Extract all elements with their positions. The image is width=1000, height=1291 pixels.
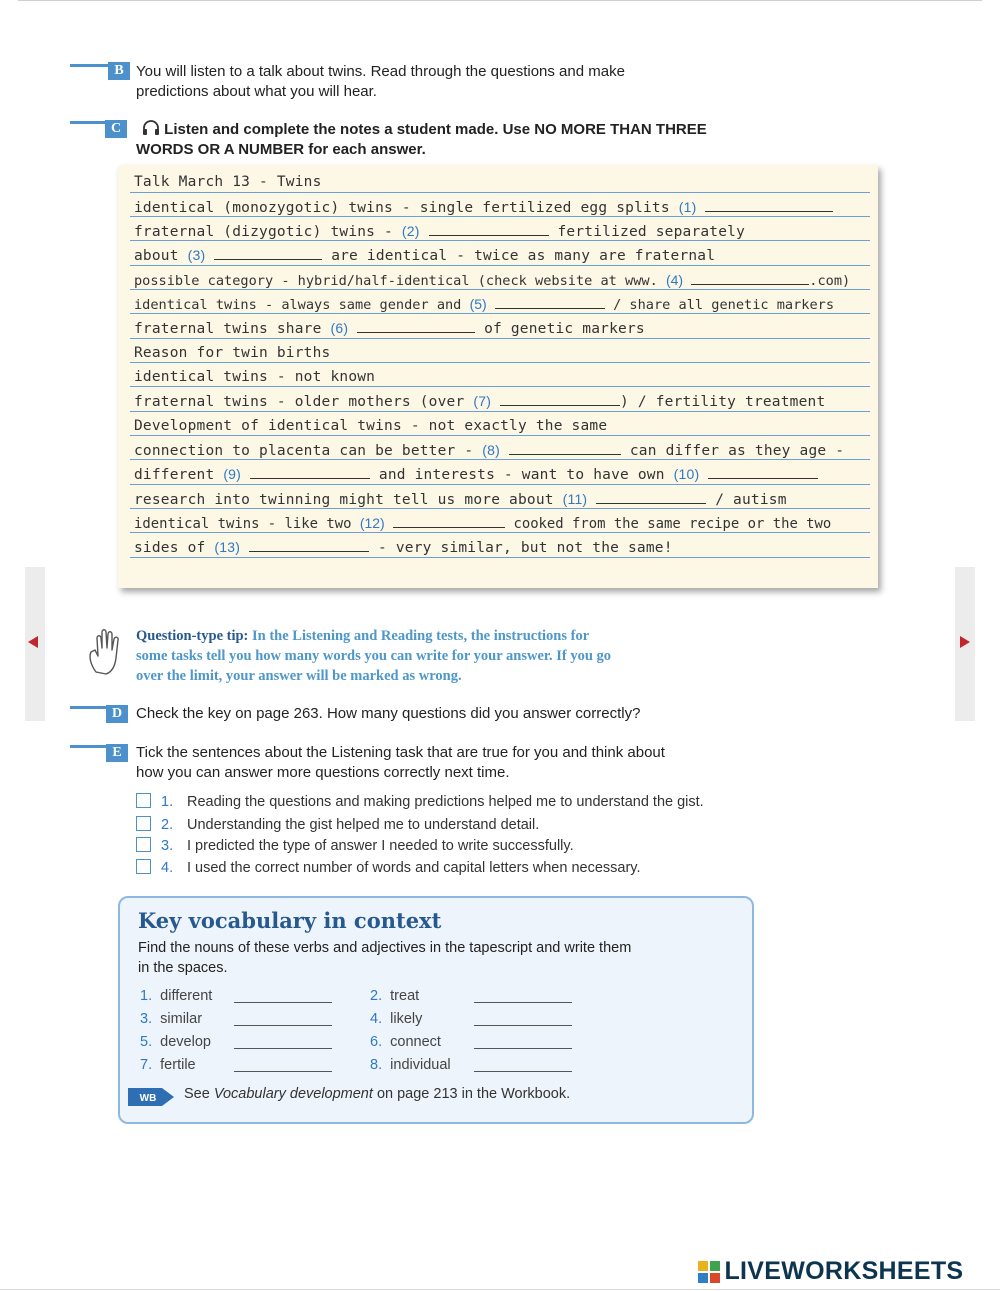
answer-number-7: (7): [473, 393, 492, 409]
notes-text: - very similar, but not the same!: [377, 540, 673, 556]
workbook-badge-label: WB: [139, 1093, 157, 1104]
notes-row-7: Reason for twin births: [134, 345, 331, 361]
answer-blank-12[interactable]: [393, 515, 505, 528]
student-notes: [118, 165, 878, 588]
notes-row-3: [134, 247, 870, 271]
vocab-number: 5.: [140, 1034, 153, 1050]
vocab-number: 4.: [370, 1011, 383, 1027]
tip-line1: [136, 626, 746, 646]
vocab-word: develop: [160, 1034, 211, 1050]
notes-text: fraternal twins share: [134, 321, 322, 337]
question-type-tip: [136, 626, 746, 686]
section-b-line2: predictions about what you will hear.: [136, 83, 377, 100]
checklist-text: Reading the questions and making predictions helped me to understand the gist.: [187, 794, 704, 810]
section-c-line1-text: Listen and complete the notes a student made. Use NO MORE THAN THREE: [164, 121, 707, 138]
wb-text-post: on page 213 in the Workbook.: [376, 1086, 571, 1102]
tip-line1-text: In the Listening and Reading tests, the instructions for: [252, 628, 590, 644]
next-arrow-icon[interactable]: [960, 636, 970, 648]
checklist-number: 2.: [161, 817, 174, 833]
notes-text: fertilized separately: [557, 224, 746, 240]
vocab-word-2: [370, 986, 419, 1006]
vocab-number: 1.: [140, 988, 153, 1004]
checklist-text: I used the correct number of words and capital letters when necessary.: [187, 860, 641, 876]
section-c-badge: C: [105, 120, 127, 138]
checklist-number: 3.: [161, 838, 174, 854]
tip-label: Question-type tip:: [136, 628, 249, 644]
answer-number-5: (5): [469, 296, 487, 312]
notes-text: and interests - want to have own: [378, 467, 665, 483]
notes-text: connection to placenta can be better -: [134, 443, 474, 459]
answer-blank-8[interactable]: [509, 442, 621, 455]
answer-blank-4[interactable]: [691, 272, 809, 285]
vocab-blank-3[interactable]: [234, 1025, 332, 1026]
vocab-blank-6[interactable]: [474, 1048, 572, 1049]
vocab-word: fertile: [160, 1057, 196, 1073]
notes-row-2: [134, 223, 870, 247]
vocab-instr-line2: in the spaces.: [138, 960, 228, 976]
prev-arrow-icon[interactable]: [28, 636, 38, 648]
notes-text: fraternal (dizygotic) twins -: [134, 224, 393, 240]
vocab-word: individual: [390, 1057, 451, 1073]
notes-text: identical (monozygotic) twins - single fertilized egg splits: [134, 200, 670, 216]
answer-blank-11[interactable]: [596, 491, 706, 504]
wb-text-italic: Vocabulary development: [213, 1086, 373, 1102]
logo-mark-icon: [698, 1261, 720, 1283]
vocab-word: different: [160, 988, 213, 1004]
notes-text: are identical - twice as many are fraternal: [331, 248, 716, 264]
section-c-instructions: [136, 120, 707, 160]
notes-row-15: [134, 539, 870, 563]
vocab-word-8: [370, 1055, 451, 1075]
section-c-line2: WORDS OR A NUMBER for each answer.: [136, 141, 426, 158]
checkbox-3[interactable]: [136, 837, 151, 852]
notes-row-1: [134, 199, 870, 223]
vocab-blank-4[interactable]: [474, 1025, 572, 1026]
checkbox-1[interactable]: [136, 793, 151, 808]
hand-icon: [86, 626, 130, 676]
checklist-item: [136, 815, 539, 835]
answer-number-12: (12): [359, 515, 385, 531]
top-divider: [18, 0, 982, 1]
vocab-instr-line1: Find the nouns of these verbs and adjectives in the tapescript and write them: [138, 940, 632, 956]
checkbox-2[interactable]: [136, 816, 151, 831]
notes-text: / autism: [715, 492, 787, 508]
section-c-line1: [142, 120, 707, 140]
vocab-instructions: [138, 938, 738, 978]
notes-text: of genetic markers: [484, 321, 645, 337]
section-e-line1: Tick the sentences about the Listening task that are true for you and think about: [136, 744, 665, 761]
notes-text: identical twins - always same gender and: [134, 297, 462, 313]
vocab-word-5: [140, 1032, 211, 1052]
vocab-word-6: [370, 1032, 441, 1052]
answer-blank-13[interactable]: [249, 539, 369, 552]
answer-number-11: (11): [562, 491, 588, 507]
vocab-word-4: [370, 1009, 422, 1029]
section-e-badge: E: [106, 744, 128, 762]
key-vocabulary-box: [118, 896, 754, 1124]
vocab-title: Key vocabulary in context: [138, 908, 442, 933]
vocab-blank-2[interactable]: [474, 1002, 572, 1003]
answer-number-9: (9): [223, 466, 242, 482]
notes-row-13: [134, 491, 870, 515]
section-b-instructions: [136, 62, 625, 102]
vocab-blank-1[interactable]: [234, 1002, 332, 1003]
workbook-arrow-icon: [128, 1084, 176, 1110]
vocab-word: treat: [390, 988, 420, 1004]
answer-number-13: (13): [214, 539, 241, 555]
checklist-text: Understanding the gist helped me to understand detail.: [187, 817, 540, 833]
vocab-number: 2.: [370, 988, 383, 1004]
vocab-word-1: [140, 986, 212, 1006]
checklist-number: 4.: [161, 860, 174, 876]
section-e-line2: how you can answer more questions correctly next time.: [136, 764, 510, 781]
notes-text: identical twins - like two: [134, 516, 352, 532]
vocab-blank-8[interactable]: [474, 1071, 572, 1072]
vocab-word-3: [140, 1009, 202, 1029]
checklist-item: [136, 792, 704, 812]
notes-row-14: [134, 515, 870, 539]
answer-blank-9[interactable]: [250, 466, 370, 479]
answer-blank-6[interactable]: [357, 320, 475, 333]
answer-number-2: (2): [401, 223, 420, 239]
vocab-word: connect: [390, 1034, 441, 1050]
answer-number-3: (3): [187, 247, 206, 263]
notes-row-11: [134, 442, 870, 466]
notes-row-9: [134, 393, 870, 417]
notes-text: / share all genetic markers: [613, 297, 835, 313]
notes-row-12: [134, 466, 870, 490]
section-b-line1: You will listen to a talk about twins. Read through the questions and make: [136, 63, 625, 80]
answer-number-8: (8): [482, 442, 500, 458]
vocab-blank-7[interactable]: [234, 1071, 332, 1072]
section-c-bar: [70, 121, 110, 124]
answer-number-4: (4): [665, 272, 684, 288]
checklist-item: [136, 836, 574, 856]
vocab-number: 7.: [140, 1057, 153, 1073]
checklist-text: I predicted the type of answer I needed to write successfully.: [187, 838, 574, 854]
vocab-word: likely: [390, 1011, 423, 1027]
checkbox-4[interactable]: [136, 859, 151, 874]
notes-text: cooked from the same recipe or the two: [513, 516, 832, 532]
notes-row-4: [134, 272, 870, 296]
answer-blank-5[interactable]: [495, 296, 605, 309]
notes-text: possible category - hybrid/half-identical (check website at www.: [134, 273, 658, 289]
answer-blank-3[interactable]: [214, 247, 322, 260]
vocab-word-7: [140, 1055, 196, 1075]
vocab-number: 8.: [370, 1057, 383, 1073]
checklist-item: [136, 858, 641, 878]
notes-row-6: [134, 320, 870, 344]
liveworksheets-logo[interactable]: [698, 1257, 963, 1287]
section-d-badge: D: [106, 705, 128, 723]
vocab-blank-5[interactable]: [234, 1048, 332, 1049]
bottom-divider: [0, 1289, 1000, 1290]
logo-text: LIVEWORKSHEETS: [724, 1257, 964, 1285]
vocab-number: 3.: [140, 1011, 153, 1027]
answer-blank-1[interactable]: [705, 199, 833, 212]
notes-text: different: [134, 467, 215, 483]
notes-text: can differ as they age -: [629, 443, 845, 459]
notes-text: fraternal twins - older mothers (over: [134, 394, 465, 410]
answer-number-10: (10): [673, 466, 700, 482]
notes-title: Talk March 13 - Twins: [134, 174, 322, 190]
answer-number-1: (1): [678, 199, 697, 215]
checklist-number: 1.: [161, 794, 174, 810]
notes-text: ) / fertility treatment: [620, 394, 826, 410]
tip-line2: some tasks tell you how many words you can write for your answer. If you go: [136, 648, 612, 664]
workbook-reference: [184, 1086, 570, 1102]
answer-blank-10[interactable]: [708, 466, 818, 479]
section-e-instructions: [136, 743, 665, 783]
notes-text: .com): [809, 273, 851, 289]
tip-line3: over the limit, your answer will be marked as wrong.: [136, 668, 462, 684]
notes-text: sides of: [134, 540, 206, 556]
notes-text: about: [134, 248, 179, 264]
wb-text-pre: See: [184, 1086, 210, 1102]
vocab-number: 6.: [370, 1034, 383, 1050]
section-d-instructions: Check the key on page 263. How many questions did you answer correctly?: [136, 705, 641, 722]
answer-blank-7[interactable]: [500, 393, 620, 406]
notes-row-5: [134, 296, 870, 320]
notes-text: research into twinning might tell us more about: [134, 492, 554, 508]
vocab-word: similar: [160, 1011, 203, 1027]
section-b-badge: B: [108, 62, 130, 80]
notes-row-8: identical twins - not known: [134, 369, 376, 385]
answer-number-6: (6): [330, 320, 349, 336]
notes-row-10: Development of identical twins - not exactly the same: [134, 418, 608, 434]
answer-blank-2[interactable]: [429, 223, 549, 236]
headphones-icon: [142, 120, 160, 136]
